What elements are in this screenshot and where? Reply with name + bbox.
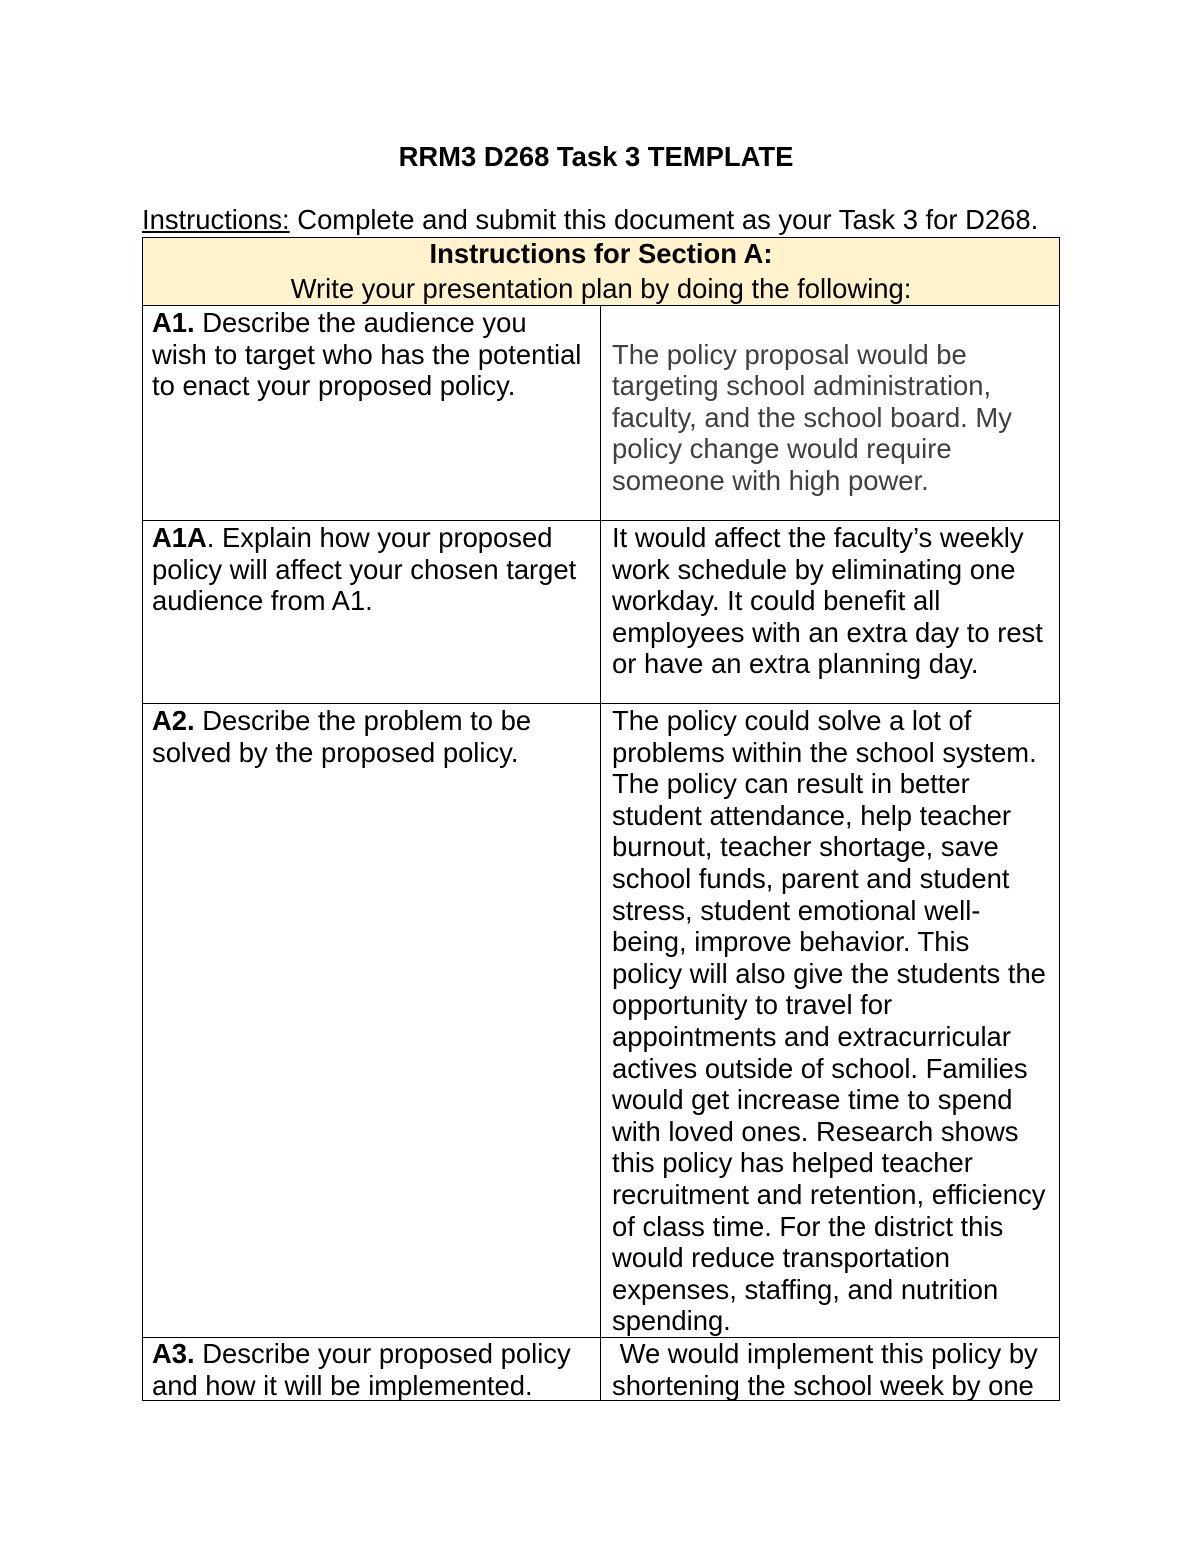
response-line: policy will also give the students the bbox=[612, 957, 1046, 989]
response-line: would get increase time to spend bbox=[612, 1084, 1013, 1116]
response-line: The policy proposal would be bbox=[612, 338, 967, 370]
instructions-line bbox=[142, 204, 1038, 236]
row-a1 bbox=[143, 306, 1059, 521]
prompt-line: wish to target who has the potential bbox=[152, 338, 582, 370]
response-line: being, improve behavior. This bbox=[612, 926, 970, 958]
response-line: school funds, parent and student bbox=[612, 862, 1010, 894]
instructions-label: Instructions: bbox=[142, 204, 290, 235]
response-line: of class time. For the district this bbox=[612, 1210, 1004, 1242]
response-line: The policy could solve a lot of bbox=[612, 705, 972, 736]
response-line: policy change would require bbox=[612, 433, 952, 465]
response-line: this policy has helped teacher bbox=[612, 1147, 973, 1179]
prompt-text: Describe the problem to be bbox=[194, 705, 532, 736]
prompt-text: . Explain how your proposed bbox=[206, 522, 553, 553]
prompt-line bbox=[152, 705, 600, 737]
response-line: problems within the school system. bbox=[612, 736, 1037, 768]
prompt-label: A1. bbox=[152, 307, 195, 338]
response-line: We would implement this policy by bbox=[612, 1338, 1038, 1369]
response-cell-a1 bbox=[601, 306, 1059, 520]
row-a2 bbox=[143, 704, 1059, 1338]
prompt-line: solved by the proposed policy. bbox=[152, 736, 519, 768]
prompt-line bbox=[152, 307, 600, 339]
response-line: expenses, staffing, and nutrition bbox=[612, 1273, 999, 1305]
template-table bbox=[142, 237, 1060, 1401]
prompt-cell-a1a bbox=[143, 521, 601, 703]
row-a1a bbox=[143, 521, 1059, 704]
response-line: opportunity to travel for bbox=[612, 989, 893, 1021]
prompt-line: to enact your proposed policy. bbox=[152, 370, 516, 402]
response-line: workday. It could benefit all bbox=[612, 585, 941, 617]
response-line: burnout, teacher shortage, save bbox=[612, 831, 999, 863]
section-a-header-subtitle: Write your presentation plan by doing the following: bbox=[290, 272, 912, 304]
prompt-label: A3. bbox=[152, 1338, 195, 1369]
prompt-text: Describe the audience you bbox=[194, 307, 527, 338]
response-line: employees with an extra day to rest bbox=[612, 616, 1043, 648]
response-line: with loved ones. Research shows bbox=[612, 1115, 1019, 1147]
prompt-label: A2. bbox=[152, 705, 195, 736]
response-line: targeting school administration, bbox=[612, 370, 992, 402]
prompt-cell-a2 bbox=[143, 704, 601, 1337]
prompt-line bbox=[152, 1338, 600, 1370]
response-line: student attendance, help teacher bbox=[612, 799, 1011, 831]
instructions-text: Complete and submit this document as your Task 3 for D268. bbox=[289, 204, 1039, 235]
prompt-cell-a1 bbox=[143, 306, 601, 520]
response-line: It would affect the faculty’s weekly bbox=[612, 522, 1024, 553]
response-line: faculty, and the school board. My bbox=[612, 401, 1012, 433]
response-line: someone with high power. bbox=[612, 464, 929, 496]
prompt-label: A1A bbox=[152, 522, 207, 553]
prompt-line: policy will affect your chosen target bbox=[152, 553, 577, 585]
response-line: would reduce transportation bbox=[612, 1242, 951, 1274]
response-line: shortening the school week by one bbox=[612, 1369, 1034, 1400]
response-line: or have an extra planning day. bbox=[612, 648, 979, 680]
response-line: recruitment and retention, efficiency bbox=[612, 1178, 1046, 1210]
section-a-header bbox=[143, 238, 1059, 306]
response-line: appointments and extracurricular bbox=[612, 1020, 1011, 1052]
response-line: actives outside of school. Families bbox=[612, 1052, 1028, 1084]
response-line: stress, student emotional well- bbox=[612, 894, 981, 926]
prompt-text: Describe your proposed policy bbox=[194, 1338, 571, 1369]
prompt-line bbox=[152, 522, 600, 554]
response-cell-a3 bbox=[601, 1338, 1059, 1400]
prompt-line: audience from A1. bbox=[152, 585, 373, 617]
section-a-header-title: Instructions for Section A: bbox=[429, 238, 773, 269]
response-line: spending. bbox=[612, 1305, 731, 1337]
prompt-line: and how it will be implemented. bbox=[152, 1369, 533, 1401]
prompt-cell-a3 bbox=[143, 1338, 601, 1400]
document-title: RRM3 D268 Task 3 TEMPLATE bbox=[398, 141, 794, 172]
response-line: work schedule by eliminating one bbox=[612, 553, 1016, 585]
row-a3 bbox=[143, 1338, 1059, 1401]
response-cell-a1a bbox=[601, 521, 1059, 703]
response-cell-a2 bbox=[601, 704, 1059, 1337]
response-line: The policy can result in better bbox=[612, 768, 970, 800]
